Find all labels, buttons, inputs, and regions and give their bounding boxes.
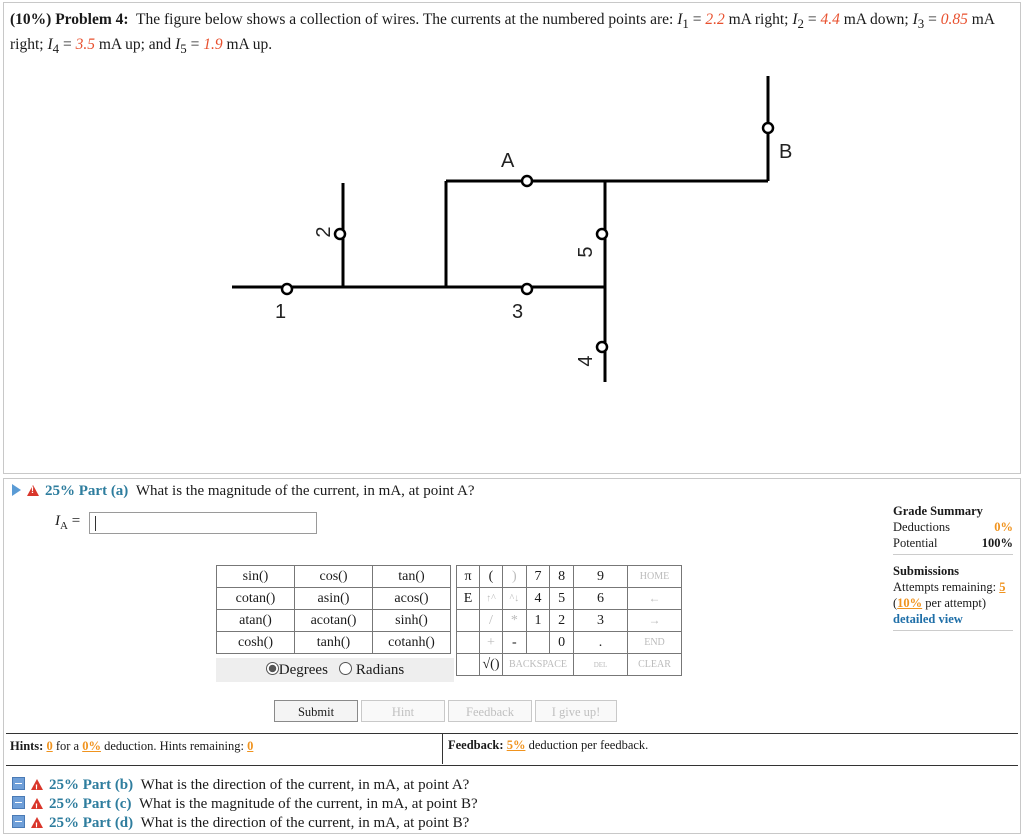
problem-number: (10%) Problem 4: — [10, 11, 129, 28]
key-dot[interactable]: . — [574, 632, 628, 654]
key-del[interactable]: DEL — [574, 654, 628, 676]
current-5-eq: = — [186, 36, 204, 54]
key-pi[interactable]: π — [457, 566, 480, 588]
potential-label: Potential — [893, 536, 938, 550]
key-plus[interactable]: + — [480, 632, 503, 654]
part-d-row[interactable] — [12, 814, 478, 833]
key-right-arrow[interactable]: → — [628, 610, 682, 632]
key-subscript[interactable]: ^↓ — [503, 588, 527, 610]
part-c-percent: 25% Part (c) — [49, 796, 132, 812]
divider — [893, 554, 1013, 555]
collapse-icon[interactable] — [12, 815, 25, 828]
key-cotan[interactable]: cotan() — [217, 588, 295, 610]
deductions-label: Deductions — [893, 520, 950, 534]
part-a-percent: 25% Part (a) — [45, 483, 129, 499]
key-acos[interactable]: acos() — [373, 588, 451, 610]
key-minus[interactable]: - — [503, 632, 527, 654]
key-1[interactable]: 1 — [526, 610, 550, 632]
warning-icon — [31, 817, 43, 828]
function-keypad — [216, 565, 451, 654]
label-a: A — [501, 150, 515, 172]
label-5: 5 — [575, 246, 597, 258]
other-parts-list — [12, 776, 478, 833]
hints-label: Hints: — [10, 739, 44, 753]
node-b — [763, 123, 773, 133]
key-6[interactable]: 6 — [574, 588, 628, 610]
node-a — [522, 176, 532, 186]
key-cos[interactable]: cos() — [295, 566, 373, 588]
current-4-value: 3.5 — [75, 36, 95, 54]
key-3[interactable]: 3 — [574, 610, 628, 632]
key-superscript[interactable]: ↑^ — [480, 588, 503, 610]
attempts-value: 5 — [999, 580, 1006, 594]
key-multiply[interactable]: * — [503, 610, 527, 632]
current-4-var: I — [47, 36, 53, 54]
key-5[interactable]: 5 — [550, 588, 574, 610]
answer-label — [55, 513, 80, 532]
feedback-text: deduction per feedback. — [525, 738, 649, 752]
current-4-eq: = — [59, 36, 76, 54]
key-8[interactable]: 8 — [550, 566, 574, 588]
label-b: B — [779, 141, 793, 163]
current-1-unit: mA right; — [724, 11, 793, 28]
key-blank-3 — [526, 632, 550, 654]
current-2-eq: = — [803, 11, 821, 28]
part-b-row[interactable] — [12, 776, 478, 795]
key-e[interactable]: E — [457, 588, 480, 610]
key-atan[interactable]: atan() — [217, 610, 295, 632]
hints-remaining: 0 — [247, 739, 254, 753]
key-sin[interactable]: sin() — [217, 566, 295, 588]
part-c-row[interactable] — [12, 795, 478, 814]
part-c-question: What is the magnitude of the current, in mA, at point B? — [138, 796, 478, 812]
answer-eq: = — [67, 513, 81, 529]
degrees-radio[interactable] — [266, 662, 279, 675]
key-9[interactable]: 9 — [574, 566, 628, 588]
current-4-sub: 4 — [52, 41, 60, 57]
text-caret — [95, 516, 96, 531]
current-4-unit: mA up; and — [94, 36, 176, 54]
node-3 — [522, 284, 532, 294]
node-2 — [335, 229, 345, 239]
hints-count: 0 — [46, 739, 53, 753]
number-keypad — [456, 565, 682, 676]
key-blank-1 — [457, 610, 480, 632]
key-4[interactable]: 4 — [526, 588, 550, 610]
current-2-value: 4.4 — [820, 11, 840, 28]
node-5 — [597, 229, 607, 239]
key-0[interactable]: 0 — [550, 632, 574, 654]
key-clear[interactable]: CLEAR — [628, 654, 682, 676]
label-4: 4 — [575, 355, 597, 367]
deductions-value: 0% — [994, 520, 1013, 534]
key-blank-4 — [457, 654, 480, 676]
divider — [893, 630, 1013, 631]
node-1 — [282, 284, 292, 294]
key-left-arrow[interactable]: ← — [628, 588, 682, 610]
answer-input[interactable] — [89, 512, 317, 534]
current-3-value: 0.85 — [940, 11, 968, 28]
key-sqrt[interactable]: √() — [480, 654, 503, 676]
feedback-button[interactable]: Feedback — [448, 700, 532, 722]
current-5-value: 1.9 — [203, 36, 223, 54]
key-2[interactable]: 2 — [550, 610, 574, 632]
label-2: 2 — [313, 226, 335, 238]
current-1-var: I — [677, 11, 683, 28]
current-3-unit: mA right; — [10, 11, 995, 54]
key-close-paren[interactable]: ) — [503, 566, 527, 588]
potential-value: 100% — [981, 536, 1013, 550]
submissions-title: Submissions — [893, 564, 960, 578]
current-3-sub: 3 — [917, 16, 925, 32]
warning-icon — [31, 798, 43, 809]
key-cosh[interactable]: cosh() — [217, 632, 295, 654]
hints-info — [10, 739, 253, 754]
attempts-label: Attempts remaining: — [893, 580, 1000, 594]
current-2-var: I — [792, 11, 798, 28]
collapse-icon[interactable] — [12, 796, 25, 809]
hints-feedback-bar — [6, 733, 1018, 766]
per-attempt-open: ( — [893, 596, 898, 610]
part-b-question: What is the direction of the current, in mA, at point A? — [140, 777, 470, 793]
hints-for-a: for a — [52, 739, 83, 753]
current-5-unit: mA up. — [222, 36, 273, 54]
feedback-info — [448, 738, 648, 753]
node-4 — [597, 342, 607, 352]
expand-arrow-icon[interactable] — [12, 484, 21, 496]
divider — [442, 733, 443, 764]
hints-deduction-pct: 0% — [82, 739, 101, 753]
answer-var: I — [55, 513, 60, 529]
key-7[interactable]: 7 — [526, 566, 550, 588]
current-2-unit: mA down; — [839, 11, 913, 28]
part-b-percent: 25% Part (b) — [49, 777, 134, 793]
current-1-sub: 1 — [682, 16, 689, 32]
grade-summary-title: Grade Summary — [893, 504, 983, 518]
collapse-icon[interactable] — [12, 777, 25, 790]
give-up-button[interactable]: I give up! — [535, 700, 617, 722]
answer-sub: A — [60, 520, 68, 532]
warning-icon — [31, 779, 43, 790]
angle-mode — [216, 658, 454, 682]
key-blank-2 — [457, 632, 480, 654]
part-a-question: What is the magnitude of the current, in mA, at point A? — [135, 483, 475, 499]
key-acotan[interactable]: acotan() — [295, 610, 373, 632]
key-open-paren[interactable]: ( — [480, 566, 503, 588]
degrees-label: Degrees — [278, 662, 328, 678]
key-end[interactable]: END — [628, 632, 682, 654]
radians-label: Radians — [355, 662, 405, 678]
current-5-sub: 5 — [180, 41, 187, 57]
per-attempt-value: 10% — [897, 596, 923, 610]
current-3-eq: = — [924, 11, 941, 28]
warning-icon — [27, 485, 39, 496]
key-tan[interactable]: tan() — [373, 566, 451, 588]
current-5-var: I — [175, 36, 181, 54]
part-d-question: What is the direction of the current, in mA, at point B? — [140, 815, 470, 831]
per-attempt-label: per attempt) — [922, 596, 987, 610]
submit-button[interactable]: Submit — [274, 700, 358, 722]
radians-radio[interactable] — [339, 662, 352, 675]
current-3-var: I — [912, 11, 918, 28]
hints-deduction-text: deduction. Hints remaining: — [100, 739, 248, 753]
key-divide[interactable]: / — [480, 610, 503, 632]
key-sinh[interactable]: sinh() — [373, 610, 451, 632]
detailed-view-link[interactable]: detailed view — [893, 612, 963, 626]
current-1-value: 2.2 — [705, 11, 725, 28]
part-a-header — [12, 483, 474, 500]
label-1: 1 — [275, 301, 287, 323]
key-asin[interactable]: asin() — [295, 588, 373, 610]
current-2-sub: 2 — [797, 16, 804, 32]
grade-summary — [893, 503, 1013, 639]
problem-intro: The figure below shows a collection of wires. The currents at the numbered points are: — [136, 11, 674, 28]
feedback-label: Feedback: — [448, 738, 504, 752]
key-backspace[interactable]: BACKSPACE — [503, 654, 574, 676]
feedback-pct: 5% — [506, 738, 526, 752]
current-1-eq: = — [688, 11, 706, 28]
key-home[interactable]: HOME — [628, 566, 682, 588]
key-cotanh[interactable]: cotanh() — [373, 632, 451, 654]
hint-button[interactable]: Hint — [361, 700, 445, 722]
label-3: 3 — [512, 301, 524, 323]
part-d-percent: 25% Part (d) — [49, 815, 134, 831]
key-tanh[interactable]: tanh() — [295, 632, 373, 654]
